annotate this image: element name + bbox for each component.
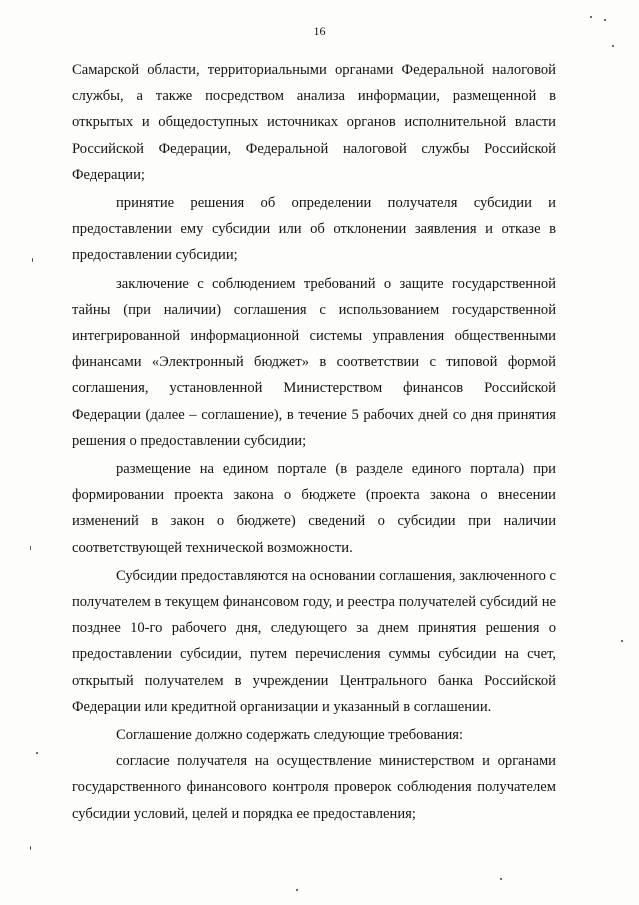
- page-number: 16: [313, 24, 326, 38]
- scan-speck: [500, 878, 502, 880]
- scan-speck: [296, 889, 298, 891]
- scan-speck: [32, 258, 33, 262]
- paragraph-control-consent: согласие получателя на осуществление министерством и органами государственного финансового контроля проверок соблюдения получателем субсидии условий, целей и порядка ее предоставления;: [72, 753, 556, 822]
- scan-speck: [30, 546, 31, 550]
- paragraph-portal-publication: размещение на едином портале (в разделе единого портала) при формировании проекта закона о бюджете (проекта закона о внесении изменений в закон о бюджете) сведений о субсидии при наличии соответствующей технической возможности.: [72, 461, 556, 556]
- scan-speck: [30, 846, 31, 850]
- paragraph-continuation: Самарской области, территориальными органами Федеральной налоговой службы, а также посредством анализа информации, размещенной в открытых и общедоступных источниках органов исполнительной власти Российской Федерации, Федеральной налоговой службы Российской Федерации;: [72, 62, 556, 183]
- paragraph-agreement-requirements: Соглашение должно содержать следующие требования:: [116, 727, 464, 744]
- scan-speck: [612, 45, 614, 47]
- document-body: [72, 57, 556, 827]
- paragraph-subsidy-provision: Субсидии предоставляются на основании соглашения, заключенного с получателем в текущем финансовом году, и реестра получателей субсидий не позднее 10-го рабочего дня, следующего за днем принятия решения о предоставлении субсидии, путем перечисления суммы субсидии на счет, открытый получателем в учреждении Центрального банка Российской Федерации или кредитной организации и указанный в соглашении.: [72, 567, 556, 715]
- scan-speck: [36, 752, 38, 754]
- scan-speck: [604, 19, 606, 21]
- paragraph-agreement-conclusion: заключение с соблюдением требований о защите государственной тайны (при наличии) соглашения с использованием государственной интегрированной информационной системы управления общественными финансами «Электронный бюджет» в соответствии с типовой формой соглашения, установленной Министерством финансов Российской Федерации (далее – соглашение), в течение 5 рабочих дней со дня принятия решения о предоставлении субсидии;: [72, 275, 556, 449]
- scan-speck: [590, 16, 592, 18]
- paragraph-decision: принятие решения об определении получателя субсидии и предоставлении ему субсидии или об отклонении заявления и отказе в предоставлении субсидии;: [72, 195, 556, 264]
- scan-speck: [621, 640, 623, 642]
